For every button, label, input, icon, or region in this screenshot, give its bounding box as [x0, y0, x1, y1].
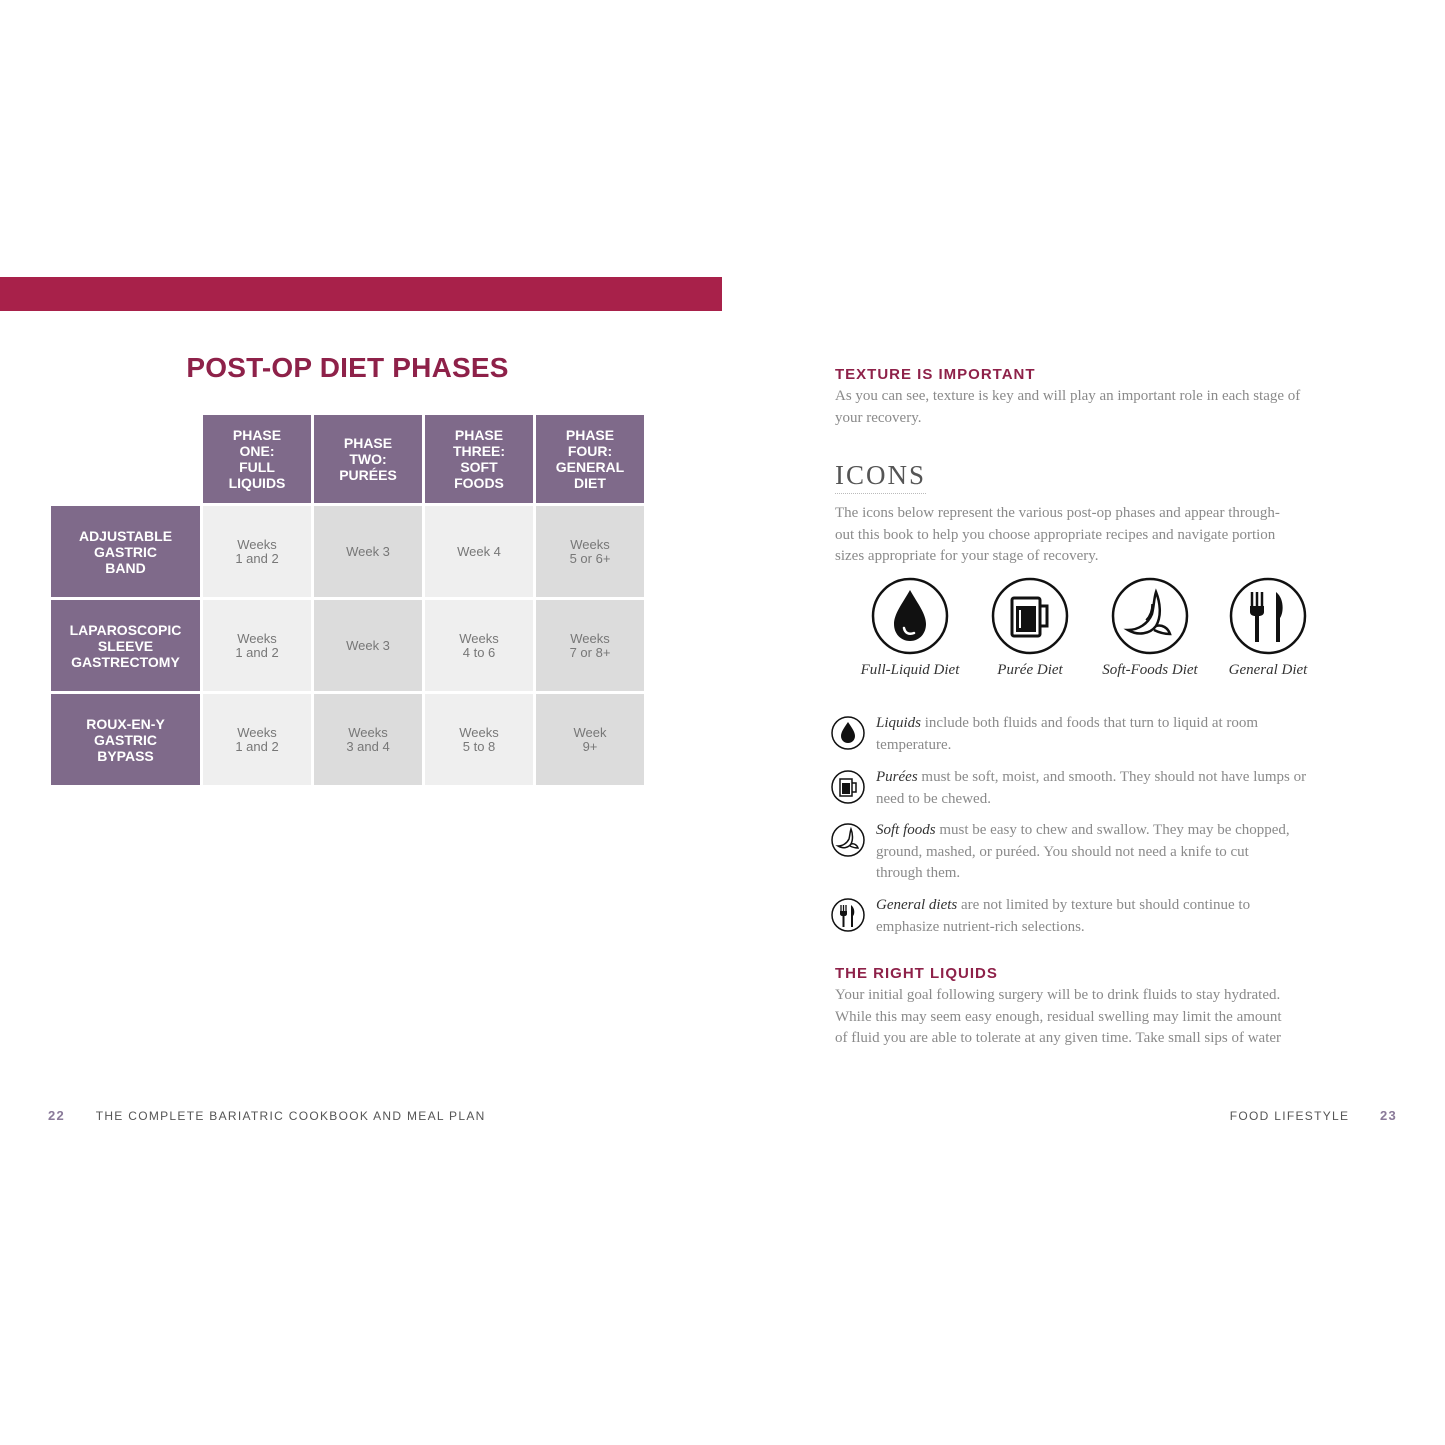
- table-cell: Weeks 7 or 8+: [536, 600, 644, 691]
- item-text: are not limited by texture but should continue to: [957, 897, 1251, 913]
- item-text: through them.: [876, 865, 961, 881]
- table-cell: Weeks 5 to 8: [425, 694, 533, 785]
- list-item: [830, 767, 1350, 810]
- icon-legend-item: [1203, 576, 1333, 679]
- list-item: [830, 820, 1350, 885]
- list-item: [830, 713, 1350, 756]
- table-row: [51, 600, 644, 691]
- list-item: [830, 895, 1350, 938]
- icons-heading: ICONS: [835, 460, 926, 494]
- left-footer: [48, 1108, 486, 1123]
- water-drop-icon: [870, 576, 950, 656]
- table-cell: Weeks 1 and 2: [203, 600, 311, 691]
- column-header: PHASE THREE: SOFT FOODS: [425, 415, 533, 503]
- row-header: LAPAROSCOPIC SLEEVE GASTRECTOMY: [51, 600, 200, 691]
- item-text: emphasize nutrient-rich selections.: [876, 918, 1085, 935]
- table-cell: Weeks 3 and 4: [314, 694, 422, 785]
- table-row: [51, 694, 644, 785]
- table-cell: Week 4: [425, 506, 533, 597]
- item-text: must be easy to chew and swallow. They may be chopped,: [935, 822, 1290, 838]
- right-footer: [1230, 1108, 1397, 1123]
- body-line: While this may seem easy enough, residual swelling may limit the amount: [835, 1008, 1282, 1025]
- row-header: ROUX-EN-Y GASTRIC BYPASS: [51, 694, 200, 785]
- table-cell: Weeks 4 to 6: [425, 600, 533, 691]
- table-cell: Week 3: [314, 600, 422, 691]
- table-row: [51, 506, 644, 597]
- table-corner: [51, 415, 200, 503]
- icon-caption: Soft-Foods Diet: [1102, 662, 1198, 678]
- item-term: Soft foods: [876, 822, 936, 838]
- body-line: out this book to help you choose appropriate recipes and navigate portion: [835, 526, 1276, 543]
- item-text: ground, mashed, or puréed. You should not need a knife to cut: [876, 843, 1249, 860]
- icon-caption: Purée Diet: [997, 662, 1063, 678]
- section-title: FOOD LIFESTYLE: [1229, 1109, 1350, 1123]
- icon-legend-item: [965, 576, 1095, 679]
- table-cell: Weeks 1 and 2: [203, 506, 311, 597]
- book-title: THE COMPLETE BARIATRIC COOKBOOK AND MEAL PLAN: [95, 1109, 486, 1123]
- fork-knife-icon: [1228, 576, 1308, 656]
- fork-knife-icon: [830, 897, 866, 933]
- icon-legend-item: [1085, 576, 1215, 679]
- column-header: PHASE ONE: FULL LIQUIDS: [203, 415, 311, 503]
- banana-icon: [1110, 576, 1190, 656]
- item-text: temperature.: [876, 736, 952, 753]
- body-line: of fluid you are able to tolerate at any given time. Take small sips of water: [835, 1030, 1282, 1046]
- page-title: POST-OP DIET PHASES: [186, 352, 509, 383]
- banana-icon: [830, 822, 866, 858]
- icons-intro: [835, 503, 1355, 568]
- column-header: PHASE FOUR: GENERAL DIET: [536, 415, 644, 503]
- table-cell: Weeks 1 and 2: [203, 694, 311, 785]
- section-heading: TEXTURE IS IMPORTANT: [835, 366, 1036, 383]
- body-line: sizes appropriate for your stage of recovery.: [835, 548, 1099, 564]
- row-header: ADJUSTABLE GASTRIC BAND: [51, 506, 200, 597]
- table-header-row: [51, 415, 644, 503]
- item-term: General diets: [876, 897, 958, 913]
- item-term: Purées: [876, 769, 918, 785]
- icon-caption: General Diet: [1228, 662, 1308, 678]
- body-line: your recovery.: [835, 409, 922, 426]
- page-number: 22: [48, 1108, 66, 1123]
- item-text: must be soft, moist, and smooth. They should not have lumps or: [917, 769, 1307, 785]
- column-header: PHASE TWO: PURÉES: [314, 415, 422, 503]
- body-line: Your initial goal following surgery will be to drink fluids to stay hydrated.: [835, 987, 1281, 1003]
- body-line: The icons below represent the various post-op phases and appear through-: [835, 505, 1280, 521]
- icon-legend-item: [845, 576, 975, 679]
- water-drop-icon: [830, 715, 866, 751]
- accent-band: [0, 277, 722, 311]
- page-number: 23: [1379, 1108, 1397, 1123]
- item-text: include both fluids and foods that turn to liquid at room: [921, 715, 1259, 731]
- item-term: Liquids: [876, 715, 922, 731]
- diet-phases-table: [48, 412, 647, 788]
- section-heading: THE RIGHT LIQUIDS: [835, 965, 998, 982]
- table-cell: Week 9+: [536, 694, 644, 785]
- item-text: need to be chewed.: [876, 790, 991, 807]
- table-cell: Week 3: [314, 506, 422, 597]
- icon-legend: [845, 576, 1325, 686]
- body-line: As you can see, texture is key and will play an important role in each stage of: [835, 388, 1301, 404]
- blender-icon: [830, 769, 866, 805]
- right-liquids-section: [835, 965, 1355, 1050]
- icon-caption: Full-Liquid Diet: [860, 662, 960, 678]
- table-cell: Weeks 5 or 6+: [536, 506, 644, 597]
- blender-icon: [990, 576, 1070, 656]
- texture-section: [835, 366, 1355, 429]
